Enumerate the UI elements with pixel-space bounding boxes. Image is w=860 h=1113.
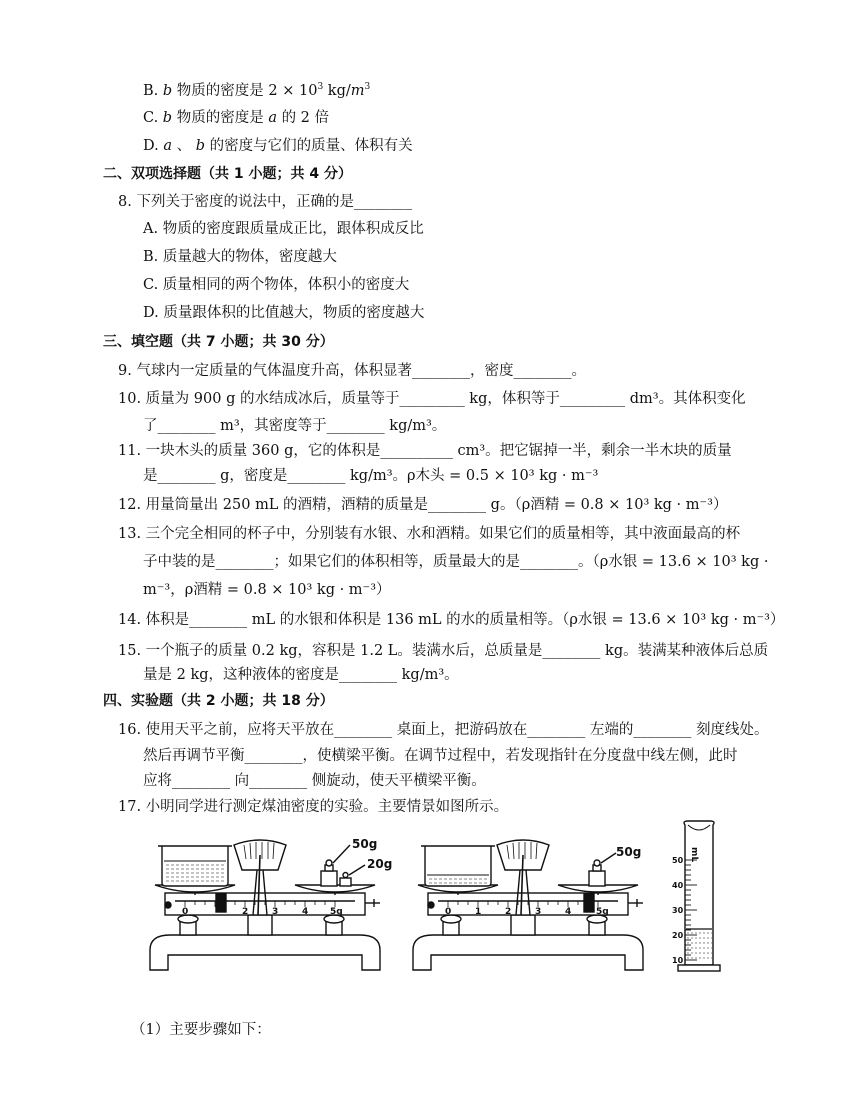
cylinder-tick: 30 xyxy=(672,906,684,915)
q7-option-d: D. a 、 b 的密度与它们的质量、体积有关 xyxy=(143,138,413,154)
q15-line2: 量是 2 kg，这种液体的密度是________ kg/m³。 xyxy=(143,667,459,683)
scale-tick: 1 xyxy=(475,907,482,917)
q9: 9. 气球内一定质量的气体温度升高，体积显著________，密度________。 xyxy=(118,363,586,379)
q13-line1: 13. 三个完全相同的杯子中，分别装有水银、水和酒精。如果它们的质量相等，其中液面最高的杯 xyxy=(118,526,741,542)
weight-50g-label: 50g xyxy=(616,845,642,859)
scale-tick: 0 xyxy=(182,907,189,917)
scale-tick: 5g xyxy=(596,907,609,917)
q15-line1: 15. 一个瓶子的质量 0.2 kg，容积是 1.2 L。装满水后，总质量是________ kg。装满某种液体后总质 xyxy=(118,643,769,659)
balance-right xyxy=(413,840,643,970)
q16-line2: 然后再调节平衡________，使横梁平衡。在调节过程中，若发现指针在分度盘中线左侧，此时 xyxy=(143,748,738,764)
balance-left xyxy=(150,837,392,970)
q10-line2: 了________ m³，其密度等于________ kg/m³。 xyxy=(143,418,447,434)
measuring-cylinder xyxy=(672,821,720,971)
cylinder-tick: 20 xyxy=(672,931,684,940)
scale-tick: 4 xyxy=(302,907,309,917)
q14: 14. 体积是________ mL 的水银和体积是 136 mL 的水的质量相等。（ρ水银 = 13.6 × 10³ kg · m⁻³） xyxy=(118,612,785,628)
q10-line1: 10. 质量为 900 g 的水结成冰后，质量等于_________ kg，体积等于_________ dm³。其体积变化 xyxy=(118,391,746,407)
q16-line3: 应将________ 向________ 侧旋动，使天平横梁平衡。 xyxy=(143,773,486,789)
q8-stem: 8. 下列关于密度的说法中，正确的是________ xyxy=(118,194,412,210)
cylinder-tick: 10 xyxy=(672,956,684,965)
q13-line3: m⁻³，ρ酒精 = 0.8 × 10³ kg · m⁻³） xyxy=(143,582,391,598)
step1-label: （1）主要步骤如下： xyxy=(131,1022,271,1038)
q17-stem: 17. 小明同学进行测定煤油密度的实验。主要情景如图所示。 xyxy=(118,799,509,815)
q12: 12. 用量筒量出 250 mL 的酒精，酒精的质量是________ g。（ρ酒精 = 0.8 × 10³ kg · m⁻³） xyxy=(118,497,728,513)
section4-heading: 四、实验题（共 2 小题；共 18 分） xyxy=(103,693,334,709)
q16-line1: 16. 使用天平之前，应将天平放在________ 桌面上，把游码放在________ 左端的________ 刻度线处。 xyxy=(118,722,769,738)
q7-option-c: C. b 物质的密度是 a 的 2 倍 xyxy=(143,110,330,126)
section3-heading: 三、填空题（共 7 小题；共 30 分） xyxy=(103,334,334,350)
q13-line2: 子中装的是________；如果它们的体积相等，质量最大的是________。（ρ水银 = 13.6 × 10³ kg · xyxy=(143,554,769,570)
weight-50g-label: 50g xyxy=(352,837,378,851)
q8-option-d: D. 质量跟体积的比值越大，物质的密度越大 xyxy=(143,305,425,321)
q11-line2: 是________ g，密度是________ kg/m³。ρ木头 = 0.5 × 10³ kg · m⁻³ xyxy=(143,468,599,484)
q8-option-c: C. 质量相同的两个物体，体积小的密度大 xyxy=(143,277,410,293)
scale-tick: 3 xyxy=(272,907,279,917)
scale-tick: 4 xyxy=(565,907,572,917)
q8-option-a: A. 物质的密度跟质量成正比，跟体积成反比 xyxy=(143,221,424,237)
weight-20g-label: 20g xyxy=(367,857,393,871)
scale-tick: 3 xyxy=(535,907,542,917)
q7-option-b: B. b 物质的密度是 $2 \times 10^3$ $kg/m^3$ xyxy=(143,82,371,99)
section2-heading: 二、双项选择题（共 1 小题；共 4 分） xyxy=(103,166,352,182)
cylinder-unit-label: mL xyxy=(689,847,699,863)
experiment-figure xyxy=(140,815,740,995)
scale-tick: 2 xyxy=(242,907,249,917)
q11-line1: 11. 一块木头的质量 360 g，它的体积是__________ cm³。把它锯掉一半，剩余一半木块的质量 xyxy=(118,443,732,459)
scale-tick: 0 xyxy=(445,907,452,917)
scale-tick: 5g xyxy=(330,907,343,917)
cylinder-tick: 50 xyxy=(672,856,684,865)
q8-option-b: B. 质量越大的物体，密度越大 xyxy=(143,249,337,265)
scale-tick: 2 xyxy=(505,907,512,917)
cylinder-tick: 40 xyxy=(672,881,684,890)
